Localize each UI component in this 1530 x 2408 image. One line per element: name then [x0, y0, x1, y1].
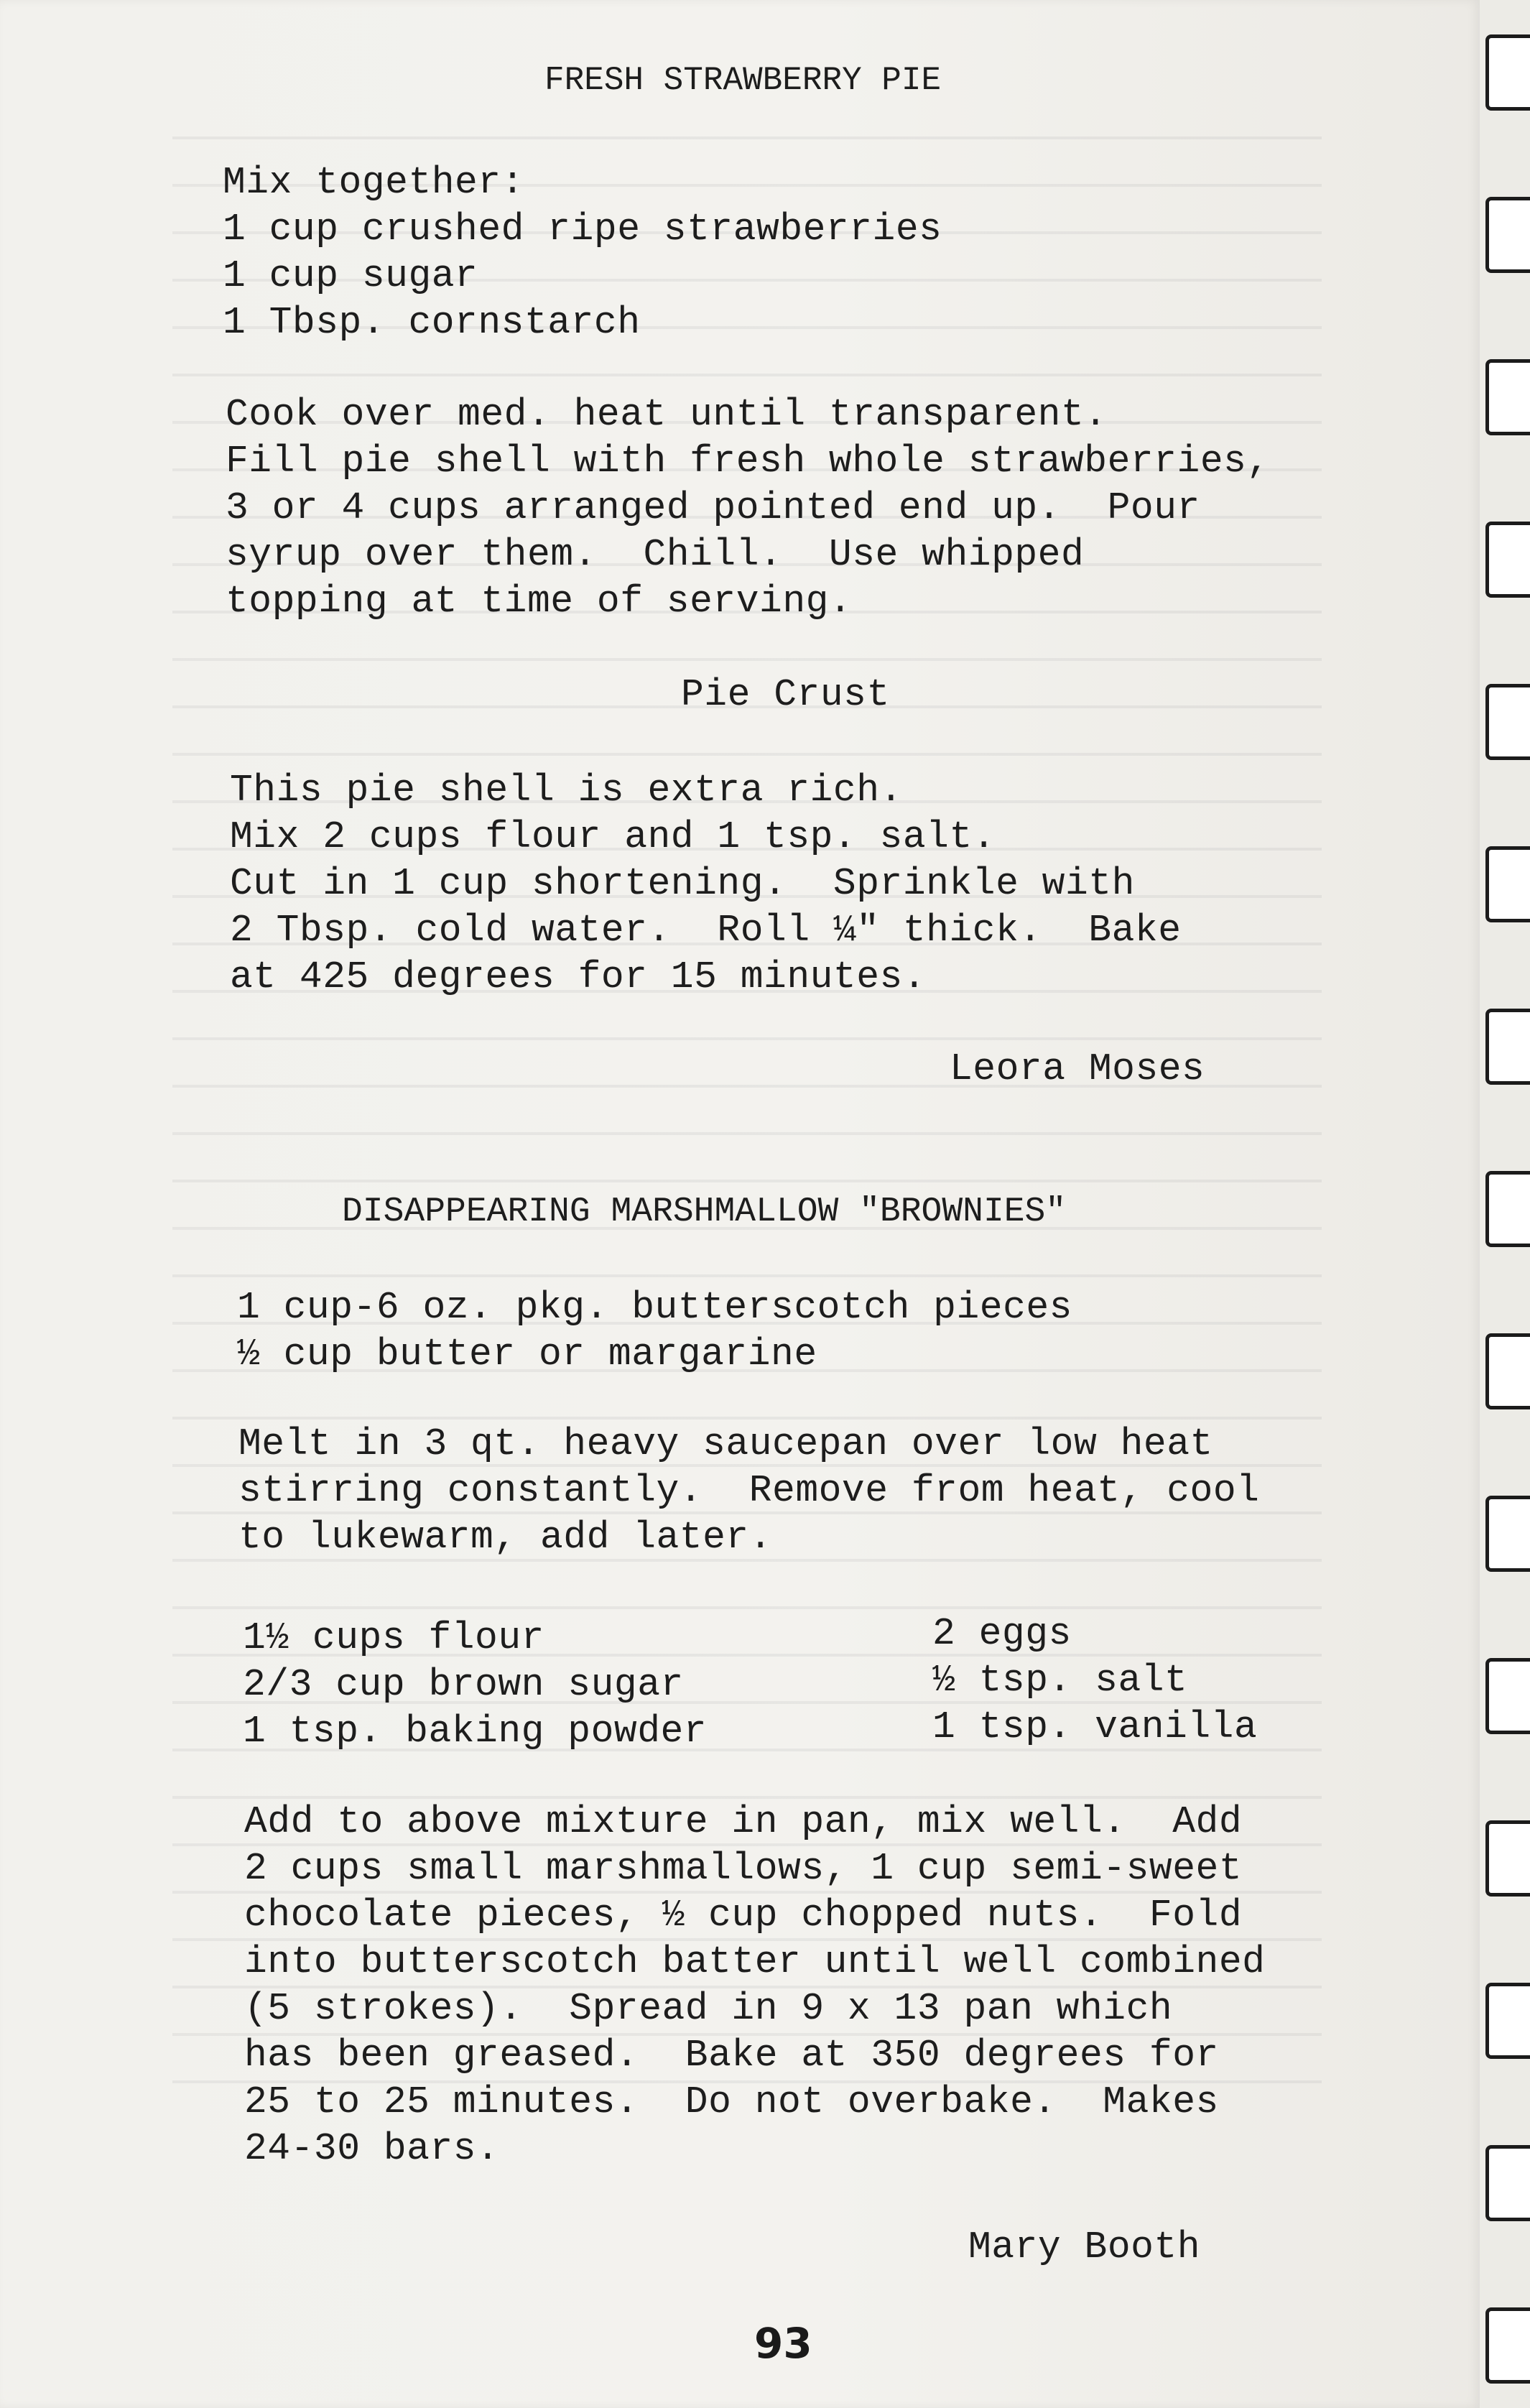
brownies-dry-ingredients-right: 2 eggs ½ tsp. salt 1 tsp. vanilla	[932, 1612, 1258, 1749]
binding-ring	[1485, 1658, 1530, 1734]
author-signature-leora-moses: Leora Moses	[950, 1047, 1205, 1090]
pie-crust-directions: This pie shell is extra rich. Mix 2 cups flour and 1 tsp. salt. Cut in 1 cup shortening. Sprinkle with 2 Tbsp. cold water. Roll ¼" thick. Bake at 425 degrees for 15 minutes.	[230, 769, 1182, 999]
strawberry-pie-directions: Cook over med. heat until transparent. Fill pie shell with fresh whole strawberries, 3 or 4 cups arranged pointed end up. Pour syrup over them. Chill. Use whipped topping at time of serving.	[226, 393, 1270, 623]
author-signature-mary-booth: Mary Booth	[968, 2226, 1201, 2269]
recipe-title-marshmallow-brownies: DISAPPEARING MARSHMALLOW "BROWNIES"	[342, 1193, 1067, 1231]
page-number: 93	[754, 2319, 812, 2368]
binding-ring	[1485, 1983, 1530, 2059]
spiral-binding	[1480, 0, 1530, 2408]
binding-ring	[1485, 1171, 1530, 1247]
binding-ring	[1485, 846, 1530, 922]
binding-ring	[1485, 684, 1530, 760]
binding-ring	[1485, 1009, 1530, 1085]
binding-ring	[1485, 1820, 1530, 1897]
binding-ring	[1485, 197, 1530, 273]
binding-ring	[1485, 1496, 1530, 1572]
binding-ring	[1485, 522, 1530, 598]
brownies-dry-ingredients-left: 1½ cups flour 2/3 cup brown sugar 1 tsp. baking powder	[243, 1616, 708, 1753]
recipe-title-strawberry-pie: FRESH STRAWBERRY PIE	[544, 62, 942, 99]
binding-ring	[1485, 2145, 1530, 2221]
brownies-final-directions: Add to above mixture in pan, mix well. Add 2 cups small marshmallows, 1 cup semi-sweet chocolate pieces, ½ cup chopped nuts. Fold into butterscotch batter until well combined (5 strokes). Spread in 9 x 13 pan which has been greased. Bake at 350 degrees for 25 to 25 minutes. Do not overbake. Makes 24-30 bars.	[244, 1800, 1266, 2170]
binding-ring	[1485, 34, 1530, 111]
strawberry-pie-ingredients: Mix together: 1 cup crushed ripe strawberries 1 cup sugar 1 Tbsp. cornstarch	[223, 161, 942, 344]
brownies-melt-directions: Melt in 3 qt. heavy saucepan over low heat stirring constantly. Remove from heat, cool to lukewarm, add later.	[238, 1422, 1260, 1559]
binding-ring	[1485, 359, 1530, 435]
binding-ring	[1485, 2307, 1530, 2384]
brownies-initial-ingredients: 1 cup-6 oz. pkg. butterscotch pieces ½ cup butter or margarine	[237, 1286, 1072, 1376]
pie-crust-heading: Pie Crust	[681, 673, 890, 716]
binding-ring	[1485, 1333, 1530, 1409]
